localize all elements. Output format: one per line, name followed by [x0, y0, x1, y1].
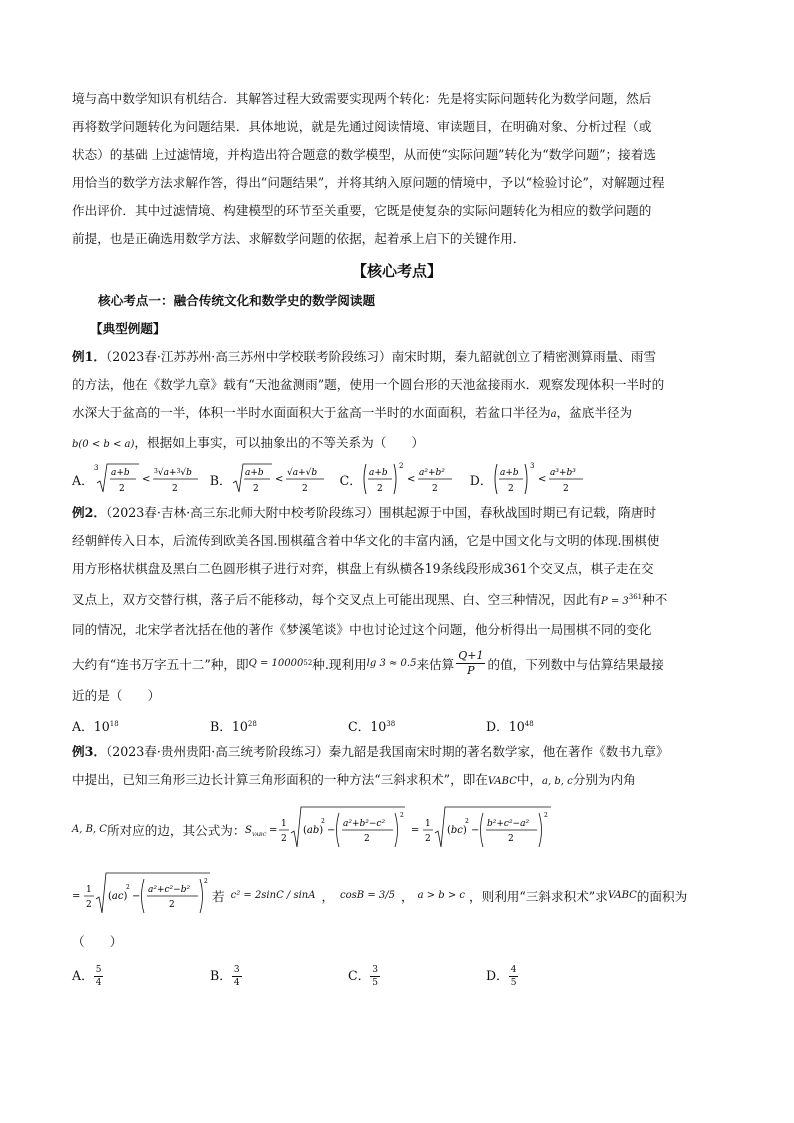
example-text: 叉点上，双方交替行棋，落子后不能移动，每个交叉点上可能出现黑、白、空三种情况，因此有 [72, 592, 601, 608]
svg-text:2: 2 [562, 484, 569, 494]
svg-text:a²+b²: a²+b² [418, 468, 445, 478]
math-inline: a > b > c [417, 889, 466, 901]
svg-text:(bc): (bc) [447, 825, 468, 837]
svg-text:a²+b²−c²: a²+b²−c² [343, 819, 386, 830]
example-text: （2023春·吉林·高三东北师大附中校考阶段练习）围棋起源于中国，春秋战国时期已有记载，隋唐时 [105, 505, 657, 520]
example-2 [72, 499, 722, 738]
option-base: 10 [231, 719, 248, 735]
separator: ， [321, 888, 335, 904]
svg-text:2: 2 [431, 484, 438, 494]
example-text: 大约有“连书万字五十二”种，即 [72, 656, 249, 672]
svg-text:3: 3 [529, 462, 534, 470]
heron-formula-continued [72, 865, 212, 925]
example-text: 的方法，他在《数学九章》载有“天池盆测雨”题，使用一个圆台形的天池盆接雨水．观察发现体积一半时的 [72, 377, 665, 392]
intro-line: 境与高中数学知识有机结合．其解答过程大致需要实现两个转化：先是将实际问题转化为数学问题，然后 [72, 91, 652, 106]
example-text: 若 [212, 888, 225, 904]
math-inline: cosB = 3/5 [340, 889, 395, 901]
option-d[interactable] [470, 461, 593, 497]
svg-text:a+b: a+b [244, 468, 264, 478]
option-exp: 28 [247, 720, 257, 729]
math-exponent: 361 [628, 593, 643, 601]
option-b[interactable] [210, 461, 332, 497]
svg-text:a³+b³: a³+b³ [549, 468, 576, 478]
option-b[interactable] [210, 710, 348, 738]
option-exp: 48 [524, 720, 534, 729]
heron-formula [245, 799, 605, 859]
fraction-denominator: 4 [233, 977, 240, 988]
option-c[interactable] [348, 962, 486, 990]
option-a[interactable] [72, 962, 210, 990]
example-text: 的面积为 [636, 888, 688, 904]
svg-text:−: − [471, 825, 480, 837]
svg-text:3√a+3√b: $^3$√a+$^3$√b [153, 468, 192, 478]
svg-text:a+b: a+b [368, 468, 388, 478]
svg-text:2: 2 [400, 812, 405, 820]
svg-text:2: 2 [126, 884, 130, 892]
option-d[interactable] [486, 962, 624, 990]
example-3 [72, 738, 722, 996]
option-b-formula [232, 461, 332, 497]
intro-line: 用恰当的数学方法求解作答，得出“问题结果”，并将其纳入原问题的情境中，予以“检验讨论”，对解题过程 [72, 175, 665, 190]
intro-line: 状态）的基础 上过滤情境，并构造出符合题意的数学模型，从而使“实际问题”转化为“数学问题”；接着选 [72, 147, 656, 162]
example-text: 种不 [642, 592, 668, 608]
option-label: C． [348, 968, 371, 984]
typical-examples-heading: 【典型例题】 [90, 321, 166, 336]
fraction-denominator: 4 [95, 977, 102, 988]
fraction-denominator: 5 [372, 977, 378, 988]
section-title: 【核心考点】 [351, 262, 442, 280]
svg-text:2: 2 [425, 834, 432, 845]
svg-text:2: 2 [86, 900, 92, 911]
example-text: 中提出，已知三角形三边长计算三角形面积的一种方法“三斜求积术”，即在 [72, 772, 488, 788]
svg-text:<: < [141, 474, 151, 485]
example-text: ，盆底半径为 [556, 405, 633, 420]
fraction-numerator: 5 [95, 964, 102, 975]
svg-text:(ab): (ab) [303, 825, 324, 837]
fraction-numerator: Q+1 [458, 648, 484, 662]
example-label: 例1． [72, 349, 106, 364]
svg-text:S: S [245, 825, 253, 837]
example-text: 种.现利用 [312, 656, 367, 672]
svg-text:3: 3 [93, 464, 99, 472]
svg-text:<: < [274, 474, 283, 485]
example-text: 经朝鲜传入日本，后流传到欧美各国.围棋蕴含着中华文化的丰富内涵，它是中国文化与文明的体现.围棋使 [72, 533, 660, 548]
example-text: 用方形格状棋盘及黑白二色圆形棋子进行对弈，棋盘上有纵横各19条线段形成361个交叉点，棋子走在交 [72, 561, 654, 576]
svg-text:a+b: a+b [110, 468, 130, 478]
svg-text:2: 2 [465, 818, 470, 826]
option-a-formula [94, 461, 202, 497]
svg-text:2: 2 [169, 900, 175, 911]
svg-text:−: − [132, 891, 141, 903]
option-c[interactable] [340, 461, 462, 497]
math-var: a [550, 409, 557, 420]
example-text: 同的情况，北宋学者沈括在他的著作《梦溪笔谈》中也讨论过这个问题，他分析得出一局围棋不同的变化 [72, 622, 652, 638]
math-inline: Q = 10000 [248, 657, 304, 669]
svg-text:b²+c²−a²: b²+c²−a² [487, 819, 530, 830]
answer-parentheses: （ ） [72, 934, 123, 950]
ex3-formula-line-1 [72, 796, 722, 862]
example-label: 例3． [72, 744, 106, 760]
example-text: （2023春·江苏苏州·高三苏州中学校联考阶段练习）南宋时期，秦九韶就创立了精密测算雨量、雨雪 [105, 349, 657, 364]
fraction-numerator: 4 [510, 964, 517, 975]
option-label: D． [486, 719, 509, 735]
math-inline: b(0 < b < a) [72, 439, 135, 450]
example-text: 分别为内角 [572, 772, 636, 788]
svg-text:2: 2 [118, 484, 125, 494]
option-label: C． [348, 719, 371, 735]
math-fraction [456, 649, 485, 678]
option-label: B． [209, 472, 232, 488]
fraction-denominator: P [467, 663, 475, 677]
option-a[interactable] [72, 461, 202, 497]
svg-text:a+b: a+b [499, 468, 519, 478]
example-text: 近的是（ ） [72, 688, 161, 704]
option-exp: 18 [109, 720, 119, 729]
svg-text:a²+c²−b²: a²+c²−b² [148, 885, 191, 896]
math-inline: A, B, C [72, 823, 107, 835]
svg-text:2: 2 [364, 834, 371, 845]
option-c-formula [362, 461, 462, 497]
intro-paragraph [72, 85, 722, 253]
svg-text:2: 2 [508, 834, 515, 845]
fraction-numerator: 3 [372, 964, 378, 975]
option-label: A． [72, 472, 94, 488]
fraction-denominator: 5 [510, 977, 517, 988]
svg-text:VABC: VABC [252, 832, 267, 839]
svg-text:2: 2 [544, 812, 549, 820]
math-inline: lg 3 ≈ 0.5 [366, 657, 417, 669]
svg-text:2: 2 [398, 462, 404, 470]
fraction-numerator: 3 [233, 964, 240, 975]
ex3-formula-line-2 [72, 862, 722, 928]
svg-text:=: = [269, 825, 278, 837]
option-base: 10 [508, 719, 525, 735]
option-label: B． [210, 968, 232, 984]
intro-line: 再将数学问题转化为问题结果．具体地说，就是先通过阅读情境、审读题目，在明确对象、分析过程（或 [72, 119, 652, 134]
example-text: ，根据如上事实，可以抽象出的不等关系为（ ） [134, 435, 425, 450]
svg-text:<: < [537, 474, 546, 485]
svg-text:1: 1 [86, 885, 92, 896]
option-base: 10 [93, 719, 110, 735]
option-label: A． [72, 968, 94, 984]
option-label: A． [72, 719, 94, 735]
ex2-math-line [72, 644, 722, 682]
svg-text:−: − [327, 825, 336, 837]
example-label: 例2． [72, 505, 106, 520]
ex3-options [72, 956, 722, 996]
svg-text:1: 1 [425, 819, 432, 830]
math-exponent: 52 [303, 659, 313, 668]
ex2-options [72, 710, 722, 738]
option-a[interactable] [72, 710, 210, 738]
svg-text:=: = [72, 891, 81, 903]
svg-text:2: 2 [171, 484, 178, 494]
example-text: 的值，下列数中与估算结果最接 [487, 656, 664, 672]
math-inline: P = 3 [600, 596, 629, 608]
intro-line: 前提，也是正确选用数学方法、求解数学问题的依据，起着承上启下的关键作用． [72, 231, 526, 246]
option-label: D． [486, 968, 509, 984]
separator: ， [400, 888, 414, 904]
example-text: 来估算 [416, 656, 455, 672]
example-text: 水深大于盆高的一半，体积一半时水面面积大于盆高一半时的水面面积，若盆口半径为 [72, 405, 551, 420]
svg-text:√a+√b: √a+√b [286, 468, 317, 478]
svg-text:2: 2 [376, 484, 383, 494]
option-fraction [94, 964, 104, 989]
example-1 [72, 343, 722, 499]
example-text: 所对应的边，其公式为： [106, 822, 246, 838]
option-fraction [509, 964, 519, 989]
svg-text:(ac): (ac) [108, 891, 128, 903]
option-c[interactable] [348, 710, 486, 738]
document-content [72, 85, 722, 996]
option-fraction [232, 964, 242, 989]
example-text: 中， [516, 772, 543, 788]
option-fraction [370, 964, 380, 989]
math-inline: c² = 2sinC / sinA [230, 889, 316, 901]
option-b[interactable] [210, 962, 348, 990]
svg-text:2: 2 [252, 484, 259, 494]
intro-line: 作出评价．其中过滤情境、构建模型的环节至关重要，它既是使复杂的实际问题转化为相应的数学问题的 [72, 203, 652, 218]
option-d[interactable] [486, 710, 624, 738]
core-point-heading: 核心考点一：融合传统文化和数学史的数学阅读题 [98, 293, 376, 308]
math-inline: VABC [487, 776, 517, 788]
ex1-options [72, 459, 722, 499]
option-label: D． [469, 472, 493, 488]
option-label: C． [339, 472, 362, 488]
svg-text:2: 2 [321, 818, 326, 826]
option-label: B． [210, 719, 232, 735]
math-inline: VABC [607, 889, 637, 901]
svg-text:2: 2 [301, 484, 308, 494]
option-exp: 38 [386, 720, 396, 729]
svg-text:<: < [406, 474, 416, 485]
math-inline: a, b, c [542, 776, 573, 788]
option-d-formula [493, 461, 593, 497]
example-text: ，则利用“三斜求积术”求 [469, 888, 608, 904]
svg-text:2: 2 [507, 484, 514, 494]
svg-text:=: = [411, 825, 420, 837]
svg-text:1: 1 [281, 819, 288, 830]
svg-text:2: 2 [204, 878, 208, 886]
example-text: （2023春·贵州贵阳·高三统考阶段练习）秦九韶是我国南宋时期的著名数学家，他在著作《数书九章》 [105, 744, 669, 760]
svg-text:2: 2 [281, 834, 288, 845]
option-base: 10 [370, 719, 387, 735]
